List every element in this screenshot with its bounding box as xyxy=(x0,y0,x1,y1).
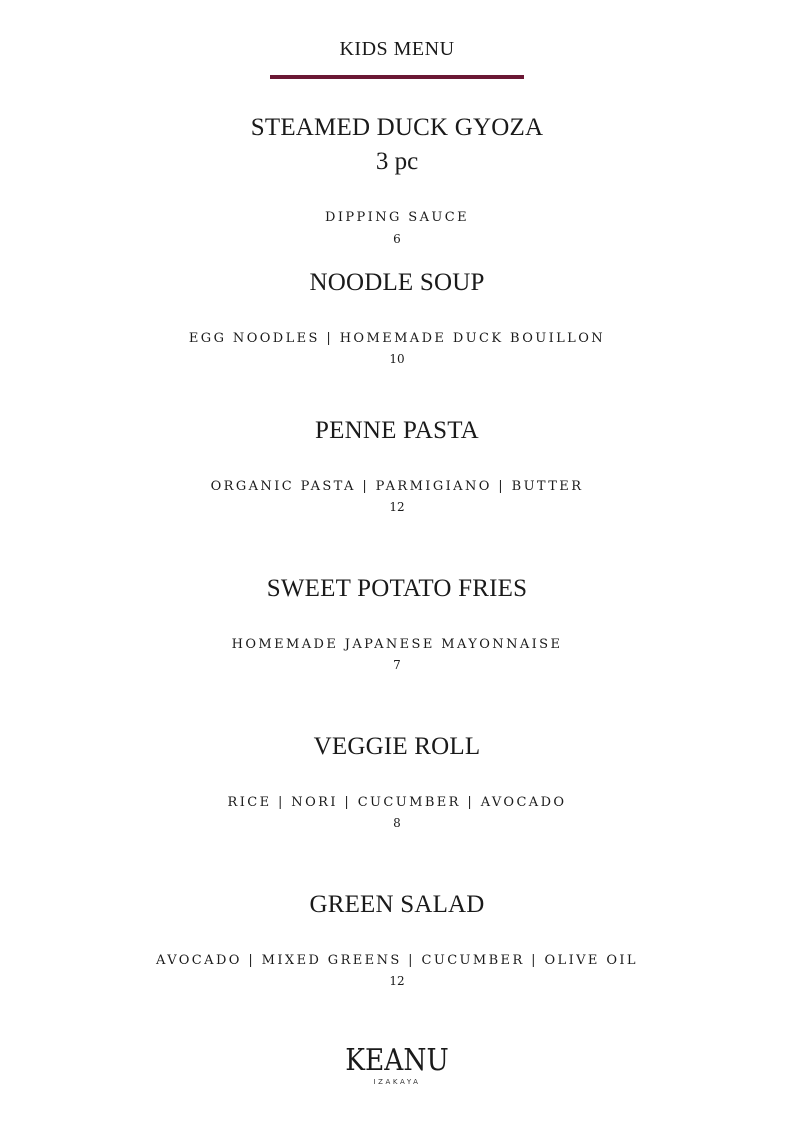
item-price: 10 xyxy=(389,352,405,366)
item-name: STEAMED DUCK GYOZA xyxy=(250,114,544,141)
item-price: 12 xyxy=(389,500,405,514)
keanu-logo-wordmark: KEANU xyxy=(345,1043,449,1078)
item-name: GREEN SALAD xyxy=(309,891,485,918)
item-price: 12 xyxy=(389,974,405,988)
item-description: DIPPING SAUCE xyxy=(325,210,469,225)
item-description: AVOCADO | MIXED GREENS | CUCUMBER | OLIVE OIL xyxy=(156,953,638,968)
item-name: SWEET POTATO FRIES xyxy=(266,575,528,602)
item-name: NOODLE SOUP xyxy=(309,269,485,296)
keanu-logo-tagline: IZAKAYA xyxy=(373,1078,421,1086)
item-description: ORGANIC PASTA | PARMIGIANO | BUTTER xyxy=(210,479,584,494)
item-price: 6 xyxy=(393,232,401,246)
title-divider xyxy=(270,75,524,79)
item-price: 8 xyxy=(393,816,401,830)
item-name: VEGGIE ROLL xyxy=(313,733,481,760)
menu-title: KIDS MENU xyxy=(339,38,455,60)
item-description: EGG NOODLES | HOMEMADE DUCK BOUILLON xyxy=(188,331,606,346)
item-price: 7 xyxy=(393,658,401,672)
item-description: RICE | NORI | CUCUMBER | AVOCADO xyxy=(227,795,567,810)
item-description: HOMEMADE JAPANESE MAYONNAISE xyxy=(231,637,563,652)
item-quantity: 3 pc xyxy=(375,148,419,175)
item-name: PENNE PASTA xyxy=(315,417,479,444)
